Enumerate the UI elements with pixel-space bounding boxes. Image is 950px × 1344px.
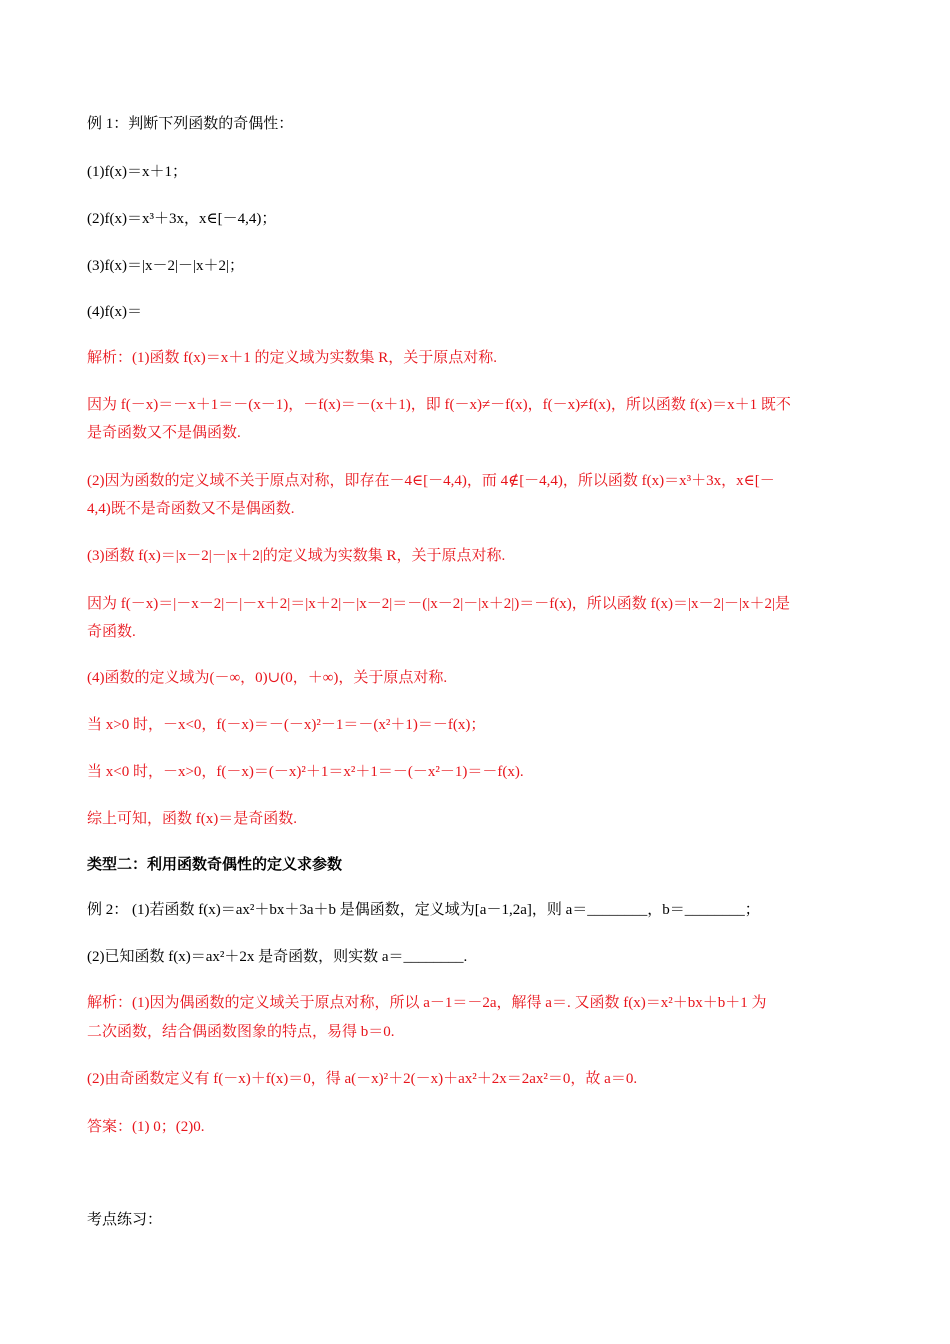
solution2-part1-line1: 解析：(1)因为偶函数的定义域关于原点对称，所以 a－1＝－2a，解得 a＝. 又函数 f(x)＝x²＋bx＋b＋1 为 [87,995,767,1011]
example1-item-4: (4)f(x)＝ [87,304,142,320]
solution2-part2: (2)由奇函数定义有 f(－x)＋f(x)＝0，得 a(－x)²＋2(－x)＋ax²＋2x＝2ax²＝0，故 a＝0. [87,1071,638,1087]
solution1-part1-reason-line2: 是奇函数又不是偶函数. [87,425,241,441]
solution1-part2-line2: 4,4)既不是奇函数又不是偶函数. [87,501,295,517]
example1-item-2: (2)f(x)＝x³＋3x，x∈[－4,4)； [87,211,277,227]
example1-item-1: (1)f(x)＝x＋1； [87,164,187,180]
type2-heading: 类型二：利用函数奇偶性的定义求参数 [87,857,343,873]
solution1-part2-line1: (2)因为函数的定义域不关于原点对称，即存在－4∈[－4,4)，而 4∉[－4,4)，所以函数 f(x)＝x³＋3x，x∈[－ [87,473,775,489]
solution1-part4-case-negative: 当 x<0 时，－x>0，f(－x)＝(－x)²＋1＝x²＋1＝－(－x²－1)＝－f(x). [87,764,524,780]
solution1-part3-reason-line2: 奇函数. [87,624,136,640]
solution2-part1-line2: 二次函数，结合偶函数图象的特点，易得 b＝0. [87,1024,395,1040]
solution1-part3: (3)函数 f(x)＝|x－2|－|x＋2|的定义域为实数集 R，关于原点对称. [87,548,506,564]
solution1-part4: (4)函数的定义域为(－∞，0)∪(0，＋∞)，关于原点对称. [87,670,448,686]
example2-question-2: (2)已知函数 f(x)＝ax²＋2x 是奇函数，则实数 a＝________. [87,949,468,965]
solution1-part1: 解析：(1)函数 f(x)＝x＋1 的定义域为实数集 R，关于原点对称. [87,350,497,366]
practice-heading: 考点练习： [87,1212,163,1228]
solution1-conclusion: 综上可知，函数 f(x)＝是奇函数. [87,811,297,827]
solution1-part3-reason-line1: 因为 f(－x)＝|－x－2|－|－x＋2|＝|x＋2|－|x－2|＝－(|x－2|－|x＋2|)＝－f(x)，所以函数 f(x)＝|x－2|－|x＋2|是 [87,596,790,612]
solution1-part4-case-positive: 当 x>0 时，－x<0，f(－x)＝－(－x)²－1＝－(x²＋1)＝－f(x)； [87,717,486,733]
example1-item-3: (3)f(x)＝|x－2|－|x＋2|； [87,258,244,274]
solution2-answer: 答案：(1) 0；(2)0. [87,1119,205,1135]
example2-question-1: 例 2： (1)若函数 f(x)＝ax²＋bx＋3a＋b 是偶函数，定义域为[a－1,2a]，则 a＝________，b＝________； [87,902,760,918]
solution1-part1-reason-line1: 因为 f(－x)＝－x＋1＝－(x－1)，－f(x)＝－(x＋1)，即 f(－x)≠－f(x)，f(－x)≠f(x)，所以函数 f(x)＝x＋1 既不 [87,397,791,413]
example1-title: 例 1：判断下列函数的奇偶性： [87,116,294,132]
